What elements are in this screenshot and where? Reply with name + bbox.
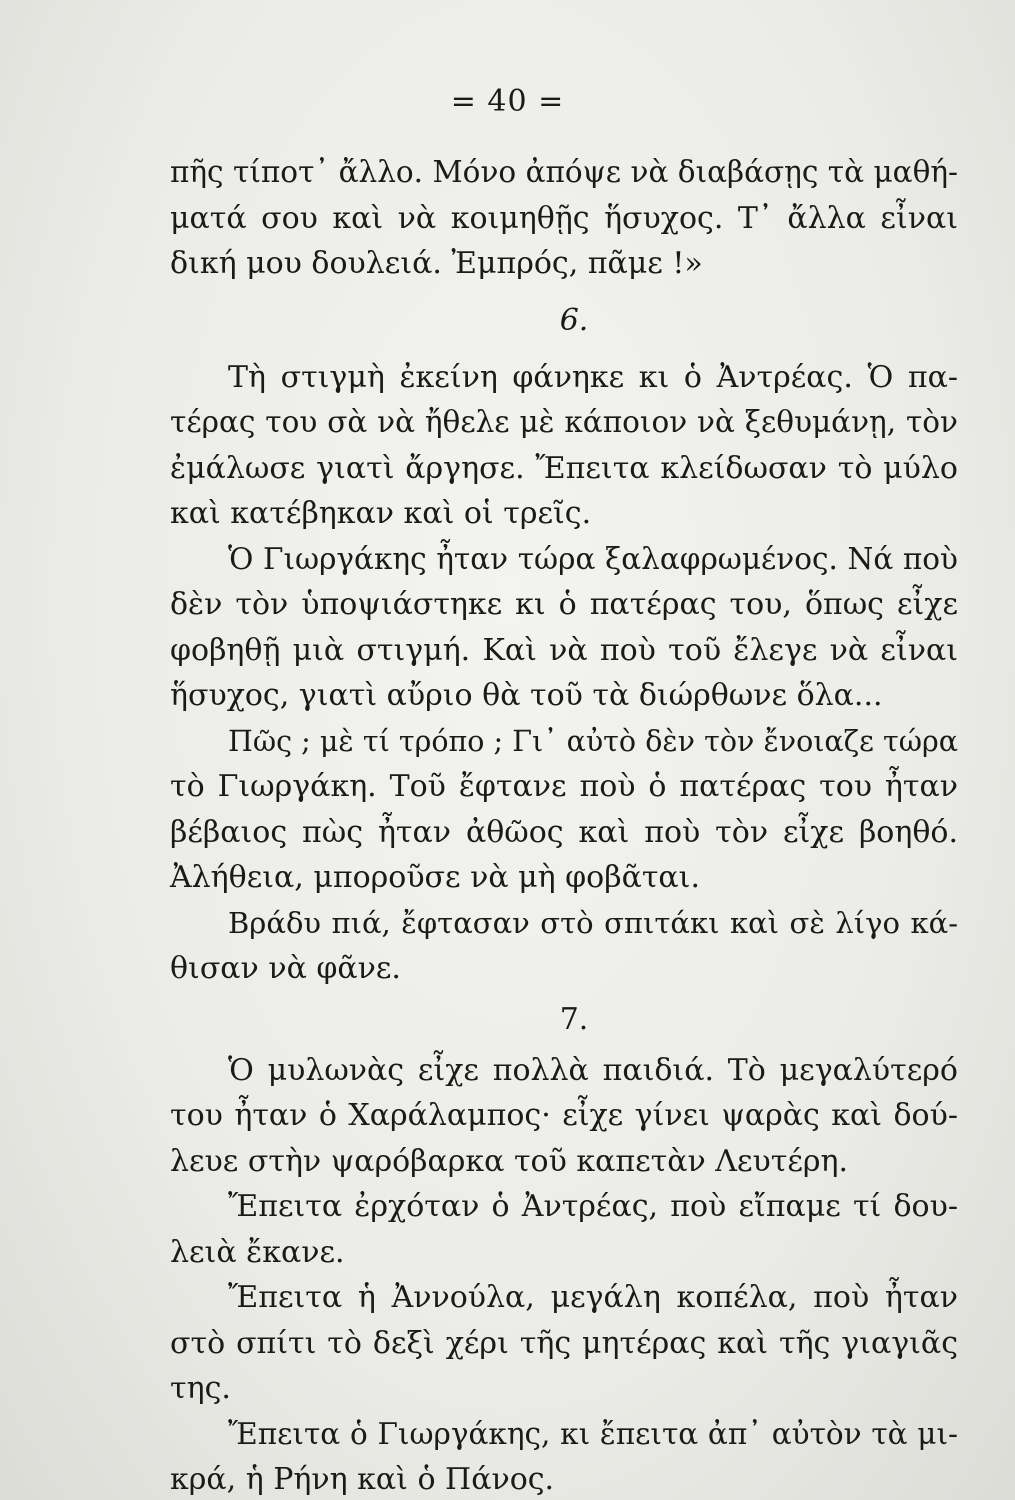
text-line: Τὴ στιγμὴ ἐκείνη φάνηκε κι ὁ Ἀντρέας. Ὁ πα-	[228, 359, 958, 395]
text-line: της.	[170, 1371, 231, 1406]
text-line: Ἔπειτα ἐρχόταν ὁ Ἀντρέας, ποὺ εἴπαμε τί δου-	[228, 1189, 958, 1224]
text-line: καὶ κατέβηκαν καὶ οἱ τρεῖς.	[170, 496, 592, 531]
text-line: του ἦταν ὁ Χαράλαμπος· εἶχε γίνει ψαρὰς καὶ δού-	[170, 1098, 958, 1133]
text-line: τὸ Γιωργάκη. Τοῦ ἔφτανε ποὺ ὁ πατέρας του ἦταν	[170, 769, 958, 804]
text-line: ματά σου καὶ νὰ κοιμηθῇς ἥσυχος. Τ᾽ ἄλλα εἶναι	[170, 200, 958, 236]
text-line: φοβηθῇ μιὰ στιγμή. Καὶ νὰ ποὺ τοῦ ἔλεγε νὰ εἶναι	[170, 632, 958, 668]
text-line: Ἔπειτα ἡ Ἀννούλα, μεγάλη κοπέλα, ποὺ ἦταν	[228, 1280, 958, 1315]
text-line: στὸ σπίτι τὸ δεξὶ χέρι τῆς μητέρας καὶ τῆς γιαγιᾶς	[170, 1325, 958, 1361]
page-text	[170, 150, 958, 1500]
text-line: λειὰ ἔκανε.	[170, 1234, 345, 1270]
text-line: λευε στὴν ψαρόβαρκα τοῦ καπετὰν Λευτέρη.	[170, 1143, 849, 1179]
text-line: Ἔπειτα ὁ Γιωργάκης, κι ἔπειτα ἀπ᾽ αὐτὸν τὰ μι-	[228, 1416, 958, 1451]
text-line: Ὁ μυλωνὰς εἶχε πολλὰ παιδιά. Τὸ μεγαλύτερό	[228, 1052, 958, 1088]
text-line: Βράδυ πιά, ἔφτασαν στὸ σπιτάκι καὶ σὲ λίγο κά-	[228, 905, 958, 940]
section-heading-7: 7.	[559, 1001, 589, 1037]
text-line: θισαν νὰ φᾶνε.	[170, 951, 401, 986]
text-line: Πῶς ; μὲ τί τρόπο ; Γι᾽ αὐτὸ δὲν τὸν ἔνοιαζε τώρα	[228, 724, 958, 758]
page-number: = 40 =	[450, 84, 565, 119]
text-line: τέρας του σὰ νὰ ἤθελε μὲ κάποιον νὰ ξεθυμάνῃ, τὸν	[170, 405, 958, 439]
text-line: πῆς τίποτ᾽ ἄλλο. Μόνο ἀπόψε νὰ διαβάσῃς τὰ μαθή-	[170, 155, 958, 189]
text-line: ἐμάλωσε γιατὶ ἄργησε. Ἔπειτα κλείδωσαν τὸ μύλο	[170, 450, 958, 486]
text-line: δὲν τὸν ὑποψιάστηκε κι ὁ πατέρας του, ὅπως εἶχε	[170, 587, 958, 622]
text-line: δική μου δουλειά. Ἐμπρός, πᾶμε !»	[170, 246, 703, 281]
section-heading-6: 6.	[559, 302, 589, 338]
text-line: Ὁ Γιωργάκης ἦταν τώρα ξαλαφρωμένος. Νά ποὺ	[228, 541, 958, 576]
text-line: Ἀλήθεια, μποροῦσε νὰ μὴ φοβᾶται.	[170, 860, 700, 895]
text-line: βέβαιος πὼς ἦταν ἀθῶος καὶ ποὺ τὸν εἶχε βοηθό.	[170, 814, 958, 850]
text-line: κρά, ἡ Ρήνη καὶ ὁ Πάνος.	[170, 1462, 555, 1497]
text-line: ἥσυχος, γιατὶ αὔριο θὰ τοῦ τὰ διώρθωνε ὅλα...	[170, 678, 883, 713]
